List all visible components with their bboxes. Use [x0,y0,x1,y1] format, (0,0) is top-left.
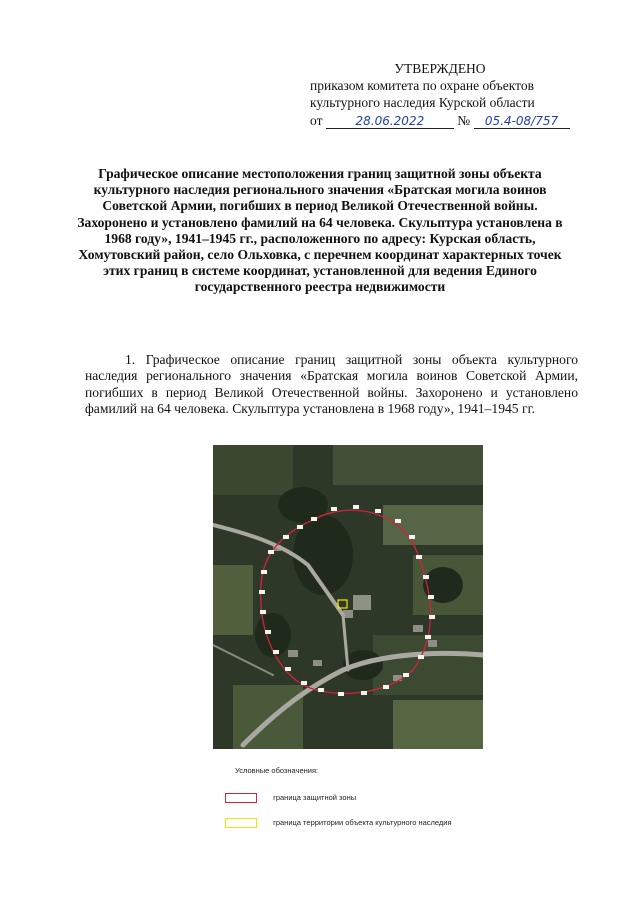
memorial-site-area [353,595,371,610]
document-title: Графическое описание местоположения границ защитной зоны объекта культурного наследия регионального значения «Братская могила воинов Советской Армии, погибших в период Великой Отечественной войны. Захоронено и установлено фамилий на 64 человека. Скульптура установлена в 1968 году», 1941–1945 гг., расположенного по адресу: Курская область, Хомутовский район, село Ольховка, с перечнем координат характерных точек этих границ в системе координат, установленной для ведения Единого государственного реестра недвижимости [77,166,563,295]
from-prefix: от [310,113,323,128]
legend-label-site: граница территории объекта культурного наследия [273,818,452,827]
handwritten-number: 05.4-08/757 [474,114,570,129]
number-sign: № [457,113,471,128]
legend-label-zone: граница защитной зоны [273,793,357,802]
paragraph-1: 1. Графическое описание границ защитной зоны объекта культурного наследия регионального значения «Братская могила воинов Советской Армии, погибших в период Великой Отечественной войны. Захоронено и установлено фамилий на 64 человека. Скульптура установлена в 1968 году», 1941–1945 гг. [85,352,578,416]
approval-line-2: культурного наследия Курской области [310,95,535,110]
approval-block [310,60,610,129]
yellow-line-swatch-icon [225,818,257,828]
approval-title: УТВЕРЖДЕНО [394,61,486,76]
legend-item-site [225,818,452,828]
red-line-swatch-icon [225,793,257,803]
legend-item-zone [225,793,356,803]
map-svg [213,445,483,749]
legend-title: Условные обозначения: [235,766,319,775]
approval-line-1: приказом комитета по охране объектов [310,78,534,93]
satellite-map [213,445,483,749]
handwritten-date: 28.06.2022 [326,114,454,129]
order-line [310,112,610,129]
